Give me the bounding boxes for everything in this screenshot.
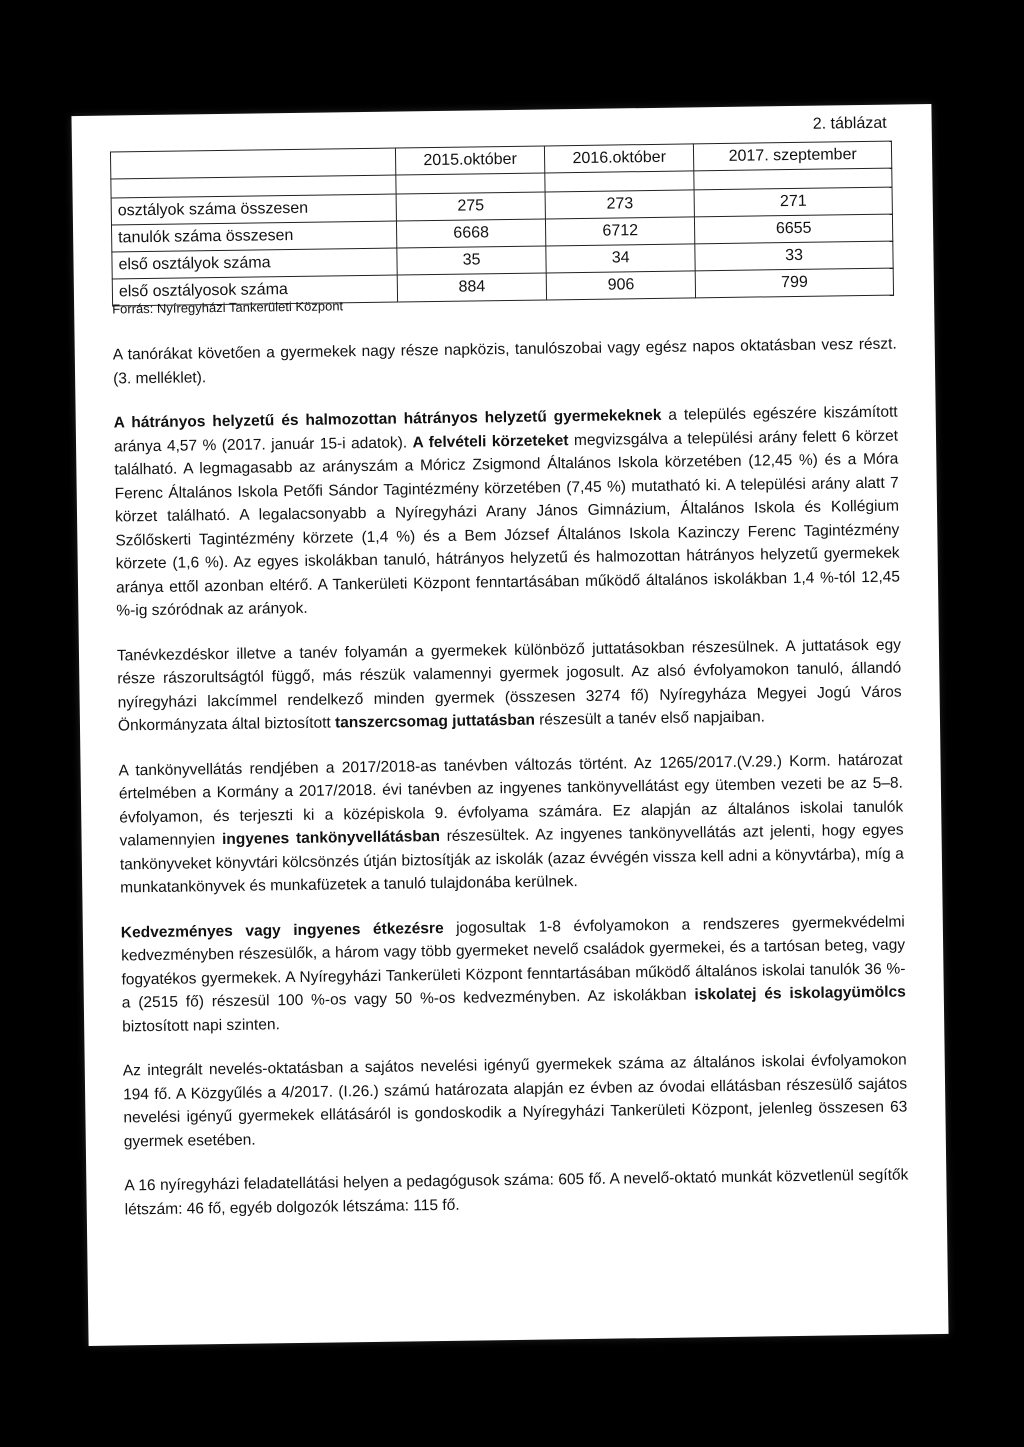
row-label: első osztályosok száma [112,275,397,306]
text-run: Tanévkezdéskor illetve a tanév folyamán a gyermekek különböző juttatásokban részesülnek. A juttatások egy része rászorultságtól függő, más részük valamennyi gyermek jogosult. Az alsó évfolyamokon tanuló, állandó nyíregyházi lakcímmel rendelkező minden gyermek (összesen 3274 fő) Nyíregyháza Megyei Jogú Város Önkormányzata által biztosított [116,636,902,735]
bold-text: ingyenes tankönyvellátásban [221,827,440,849]
paragraph-meals [121,910,907,1038]
paragraph-textbooks [118,748,904,900]
table-cell: 34 [546,244,696,273]
table-cell: 33 [695,241,893,271]
table-source-note: Forrás: Nyíregyházi Tankerületi Központ [112,298,344,317]
bold-text: iskolatej és iskolagyümölcs [694,983,906,1004]
table-cell: 799 [695,268,893,298]
column-header: 2017. szeptember [694,141,892,171]
bold-text: A felvételi körzeteket [412,431,569,451]
text-run: jogosultak 1-8 évfolyamokon a rendszeres gyermekvédelmi kedvezményben részesülők, a három vagy több gyermeket nevelő családok gyermekei, és a tartósan beteg, vagy fogyatékos gyermekek. A Nyíregyházi Tankerületi Központ fenntartásában működő általános iskolai tanulók 36 %-a (2515 fő) részesül 100 %-os vagy 50 %-os kedvezményben. Az iskolákban [121,913,906,1012]
document-body [113,333,909,1243]
column-header: 2016.október [545,144,695,173]
table-corner-cell [110,148,395,179]
table-cell: 6668 [396,219,546,248]
table-cell: 273 [545,190,695,219]
table-caption: 2. táblázat [812,114,887,133]
text-run: A tankönyvellátás rendjében a 2017/2018-as tanévben változás történt. Az 1265/2017.(V.29.) Korm. határozat értelmében a Kormány a 2017/2018. évi tanévben az ingyenes tankönyvellátást egy ütemben vezeti be az 5–8. évfolyamon, és terjeszti ki a középiskola 9. évfolyama számára. Ez alapján az általános iskolai tanulók valamennyien [118,751,904,850]
bold-text: tanszercsomag juttatásban [334,711,536,732]
table-cell: 6655 [695,214,893,244]
paragraph-special-needs: Az integrált nevelés-oktatásban a sajátos nevelési igényű gyermekek száma az általános iskolai évfolyamokon 194 fő. A Közgyűlés a 4/2017. (I.26.) számú határozata alapján ez évben az óvodai ellátásban részesülő sajátos nevelési igényű gyermekek ellátásáról is gondoskodik a Nyíregyházi Tankerületi Központ, jelenleg összesen 63 gyermek esetében. [122,1051,908,1150]
paragraph-staff: A 16 nyíregyházi feladatellátási helyen a pedagógusok száma: 605 fő. A nevelő-oktató munkát közvetlenül segítők létszám: 46 fő, egyéb dolgozók létszáma: 115 fő. [124,1166,909,1218]
table-cell: 35 [397,246,547,275]
text-run: részesültek. Az ingyenes tankönyvellátás azt jelenti, hogy egyes tankönyveket könyvtári kölcsönzés útján biztosítják az iskolák (azaz évvégén vissza kell adni a könyvtárba), míg a munkatankönyvek és munkafüzetek a tanuló tulajdonába kerülnek. [119,821,904,897]
text-run: részesült a tanév első napjaiban. [534,708,766,729]
document-sheet [71,104,948,1346]
paragraph-school-supplies [117,633,902,738]
table-cell: 906 [546,271,696,300]
paragraph-disadvantaged [114,401,901,623]
text-run: megvizsgálva a települési arány felett 6 körzet található. A legmagasabb az arányszám a Móricz Zsigmond Általános Iskola körzetében (12,45 %) és a Móra Ferenc Általános Iskola Petőfi Sándor Tagintézmény körzetében (7,45 %) mutatható ki. A települési arány alatt 7 körzet található. A legalacsonyabb a Nyíregyházi Arany János Gimnázium, Általános Iskola és Kollégium Szőlőskerti Tagintézmény körzete (1,4 %) és a Bem József Általános Iskola Kazinczy Ferenc Tagintézmény körzete (1,6 %). Az egyes iskolákban tanuló, hátrányos helyzetű és halmozottan hátrányos helyzetű gyermekek aránya ettől azonban eltérő. A Tankerületi Központ fenntartásában működő általános iskolákban 1,4 %-tól 12,45 %-ig szóródnak az arányok. [114,427,901,620]
table-cell: 271 [694,187,892,217]
paragraph-afterschool: A tanórákat követően a gyermekek nagy része napközis, tanulószobai vagy egész napos oktatásban vesz részt. (3. melléklet). [112,335,897,388]
row-label: tanulók száma összesen [111,221,396,252]
statistics-table [110,141,894,307]
table-cell: 6712 [546,217,696,246]
row-label: osztályok száma összesen [111,194,396,225]
row-label: első osztályok száma [112,248,397,279]
table-cell: 275 [396,192,546,221]
text-run: a település egészére kiszámított aránya 4,57 % (2017. január 15-i adatok). [113,403,898,456]
column-header: 2015.október [395,146,545,175]
bold-text: A hátrányos helyzetű és halmozottan hátrányos helyzetű gyermekeknek [113,406,662,432]
bold-text: Kedvezményes vagy ingyenes étkezésre [120,919,444,941]
text-run: biztosított napi szinten. [122,1015,280,1035]
table-cell: 884 [397,273,547,302]
